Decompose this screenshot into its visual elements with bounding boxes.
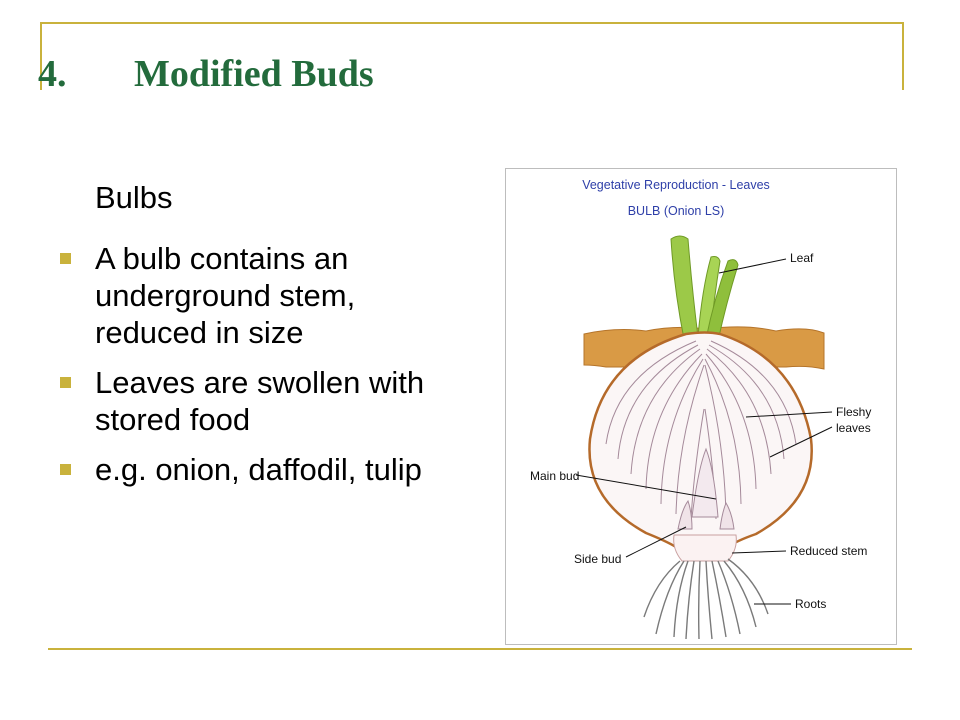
bullet-text: e.g. onion, daffodil, tulip (95, 452, 422, 487)
bullet-item (60, 451, 440, 488)
bullet-text: A bulb contains an underground stem, reduced in size (95, 241, 356, 350)
bullet-list (60, 240, 440, 501)
bullet-marker-icon (60, 377, 71, 388)
label-reduced-stem: Reduced stem (790, 544, 868, 558)
bullet-item (60, 364, 440, 438)
frame-top-rule (40, 22, 904, 24)
bullet-text: Leaves are swollen with stored food (95, 365, 425, 437)
frame-bottom-rule (48, 648, 912, 650)
onion-bulb-diagram (505, 168, 897, 645)
label-side-bud: Side bud (574, 552, 622, 566)
label-fleshy-leaves-line1: Fleshy (836, 405, 872, 419)
label-roots: Roots (795, 597, 827, 611)
figure-title: Vegetative Reproduction - Leaves (582, 178, 770, 192)
label-leaf: Leaf (790, 251, 814, 265)
reduced-stem (674, 535, 737, 561)
frame-right-rule (902, 22, 904, 90)
bullet-marker-icon (60, 253, 71, 264)
roots (644, 559, 768, 639)
leaf-shoots (671, 236, 738, 341)
figure-subtitle: BULB (Onion LS) (627, 204, 725, 218)
reduced-stem-leader-line (732, 551, 786, 553)
slide-title-text: Modified Buds (134, 53, 374, 95)
bullet-marker-icon (60, 464, 71, 475)
slide-number: 4. (38, 53, 67, 95)
subheading: Bulbs (95, 180, 173, 215)
label-main-bud: Main bud (530, 469, 580, 483)
slide-title (38, 52, 374, 96)
label-fleshy-leaves-line2: leaves (836, 421, 871, 435)
bullet-item (60, 240, 440, 351)
